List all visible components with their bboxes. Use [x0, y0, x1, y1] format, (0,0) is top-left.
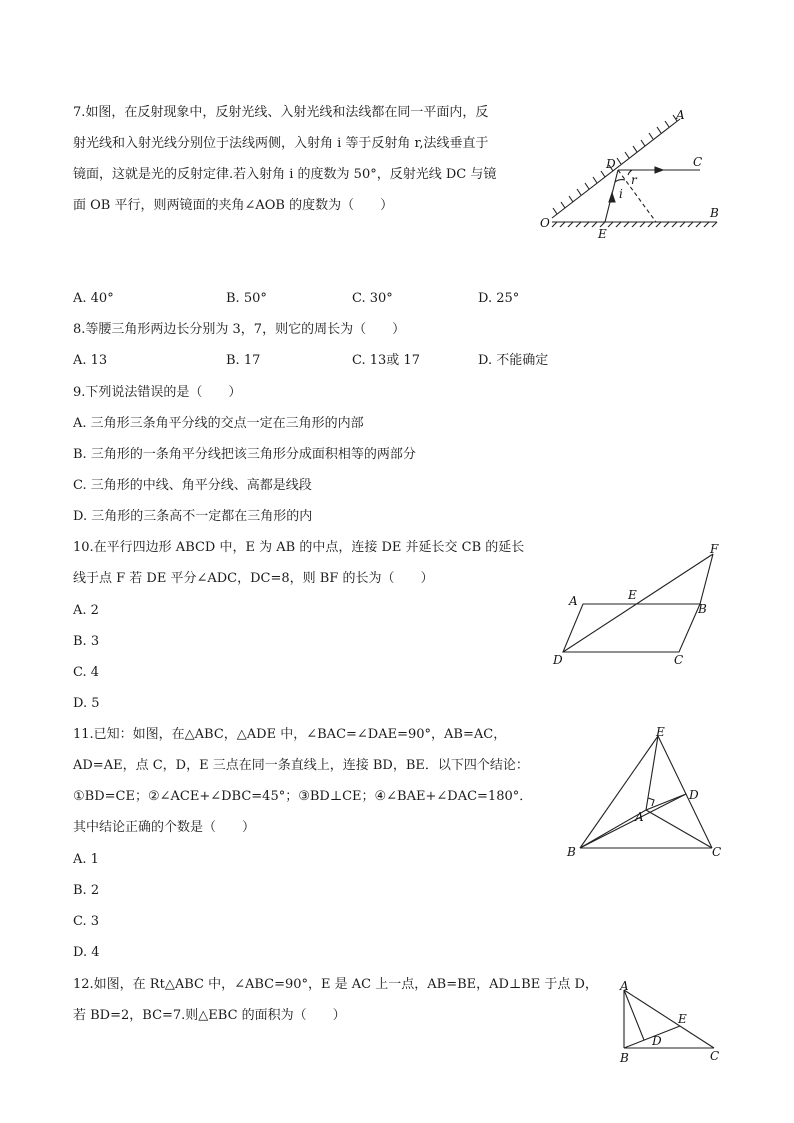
q9-option-c[interactable]: C. 三角形的中线、角平分线、高都是线段	[73, 478, 312, 493]
q10-option-a[interactable]: A. 2	[73, 603, 99, 618]
q11-line-3: ①BD=CE；②∠ACE+∠DBC=45°；③BD⊥CE；④∠BAE+∠DAC=180°．	[73, 789, 533, 804]
q10-label-a: A	[569, 594, 578, 608]
q12-label-d: D	[652, 1034, 662, 1048]
q11-option-d[interactable]: D. 4	[73, 945, 100, 960]
q9-option-d[interactable]: D. 三角形的三条高不一定都在三角形的内	[73, 509, 313, 524]
q7-label-c: C	[693, 155, 703, 169]
q12-label-c: C	[710, 1049, 720, 1063]
q10-label-b: B	[698, 602, 707, 616]
q7-label-i: i	[619, 187, 623, 201]
q11-triangles-figure	[562, 722, 732, 867]
q10-option-b[interactable]: B. 3	[73, 634, 100, 649]
q11-line-1: 11.已知：如图，在△ABC，△ADE 中，∠BAC=∠DAE=90°，AB=AC，	[73, 727, 507, 742]
q11-label-d: D	[689, 788, 699, 802]
q7-line-3: 镜面，这就是光的反射定律.若入射角 i 的度数为 50°，反射光线 DC 与镜	[73, 167, 497, 182]
q12-line-1: 12.如图，在 Rt△ABC 中，∠ABC=90°，E 是 AC 上一点，AB=BE，AD⊥BE 于点 D，	[73, 977, 598, 992]
q11-label-c: C	[712, 845, 722, 859]
q11-label-e: E	[656, 725, 665, 739]
q10-line-1: 10.在平行四边形 ABCD 中，E 为 AB 的中点，连接 DE 并延长交 CB 的延长	[73, 540, 525, 555]
q10-option-c[interactable]: C. 4	[73, 665, 100, 680]
q7-reflection-figure	[535, 105, 725, 245]
q10-label-d: D	[553, 653, 563, 667]
q12-label-a: A	[620, 979, 629, 993]
q9-line-1: 9.下列说法错误的是（ ）	[73, 385, 242, 400]
q7-option-a[interactable]: A. 40°	[73, 291, 114, 306]
q9-option-b[interactable]: B. 三角形的一条角平分线把该三角形分成面积相等的两部分	[73, 447, 416, 462]
q12-label-e: E	[678, 1012, 687, 1026]
q11-label-a: A	[635, 810, 644, 824]
q12-line-2: 若 BD=2，BC=7.则△EBC 的面积为（ ）	[73, 1008, 346, 1023]
q10-label-f: F	[710, 542, 719, 556]
q7-label-b: B	[710, 206, 719, 220]
q8-option-c[interactable]: C. 13或 17	[352, 353, 420, 368]
q7-line-4: 面 OB 平行，则两镜面的夹角∠AOB 的度数为（ ）	[73, 198, 394, 213]
q7-option-c[interactable]: C. 30°	[352, 291, 393, 306]
q10-label-e: E	[628, 588, 637, 602]
q11-line-4: 其中结论正确的个数是（ ）	[73, 820, 256, 835]
q10-line-2: 线于点 F 若 DE 平分∠ADC，DC=8，则 BF 的长为（ ）	[73, 571, 434, 586]
q11-line-2: AD=AE，点 C，D，E 三点在同一条直线上，连接 BD，BE．以下四个结论：	[73, 758, 529, 773]
q8-option-b[interactable]: B. 17	[226, 353, 261, 368]
q10-parallelogram-figure	[550, 540, 730, 670]
q7-option-b[interactable]: B. 50°	[226, 291, 267, 306]
mirror-ob-hatch	[552, 222, 717, 227]
q11-option-a[interactable]: A. 1	[73, 852, 99, 867]
q8-option-d[interactable]: D. 不能确定	[478, 353, 549, 368]
q11-option-c[interactable]: C. 3	[73, 914, 100, 929]
q7-label-e: E	[598, 227, 607, 241]
q7-label-d: D	[606, 157, 616, 171]
q10-option-d[interactable]: D. 5	[73, 696, 100, 711]
q11-option-b[interactable]: B. 2	[73, 883, 100, 898]
q7-option-d[interactable]: D. 25°	[478, 291, 520, 306]
q8-option-a[interactable]: A. 13	[73, 353, 108, 368]
q7-line-1: 7.如图，在反射现象中，反射光线、入射光线和法线都在同一平面内，反	[73, 105, 489, 120]
q12-label-b: B	[620, 1051, 629, 1065]
q7-label-r: r	[631, 173, 637, 187]
q9-option-a[interactable]: A. 三角形三条角平分线的交点一定在三角形的内部	[73, 416, 364, 431]
q7-line-2: 射光线和入射光线分别位于法线两侧，入射角 i 等于反射角 r,法线垂直于	[73, 136, 489, 151]
q12-right-triangle-figure	[612, 978, 732, 1068]
q7-label-o: O	[540, 216, 550, 230]
q7-label-a: A	[676, 108, 685, 122]
q10-label-c: C	[674, 653, 684, 667]
q11-label-b: B	[567, 845, 576, 859]
q8-line-1: 8.等腰三角形两边长分别为 3，7，则它的周长为（ ）	[73, 322, 406, 337]
